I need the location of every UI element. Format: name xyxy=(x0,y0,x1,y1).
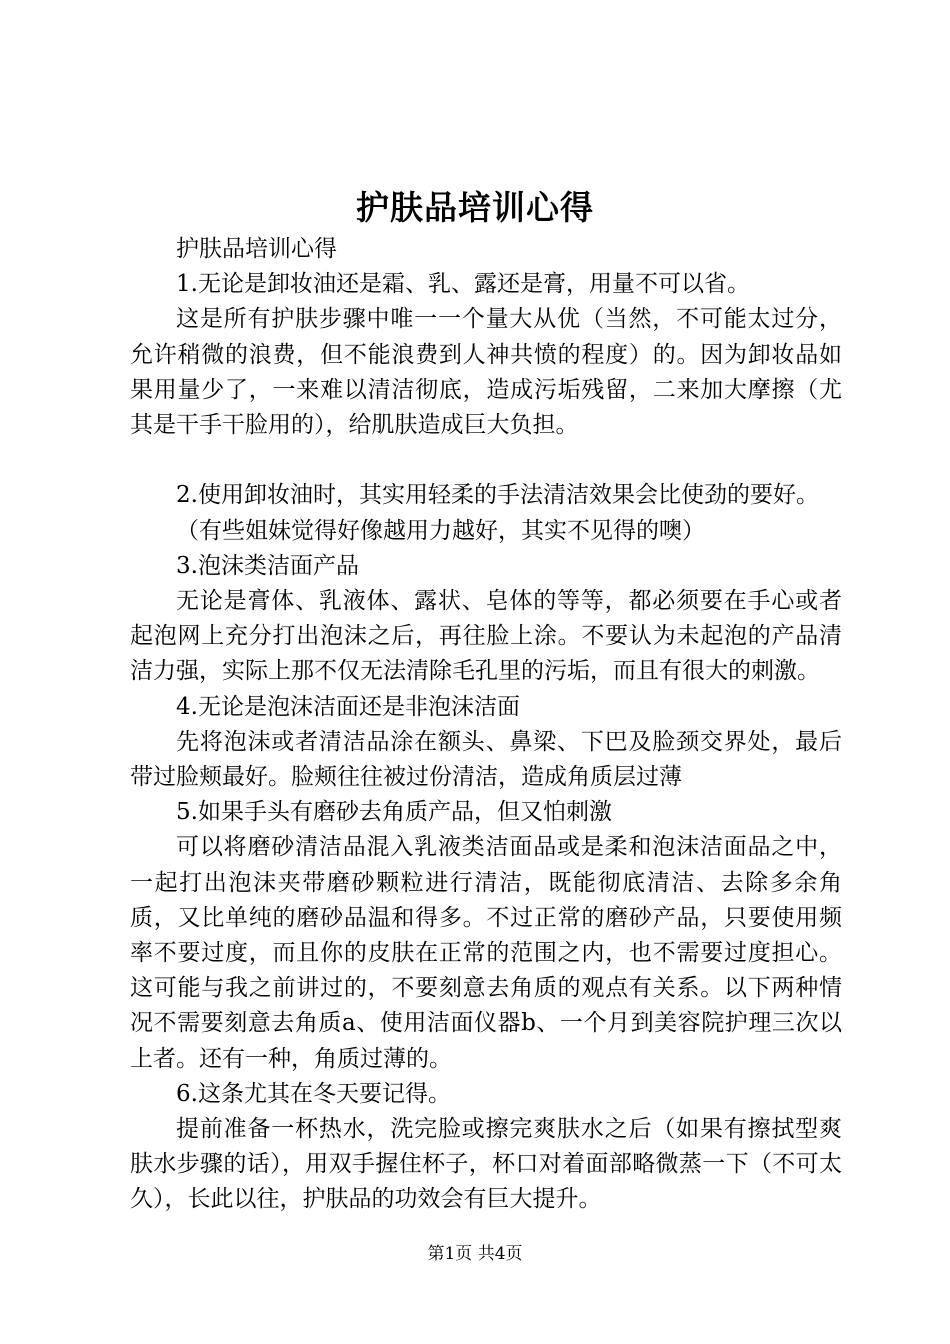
paragraph-item-1-body: 这是所有护肤步骤中唯一一个量大从优（当然，不可能太过分，允许稍微的浪费，但不能浪费到人神共愤的程度）的。因为卸妆品如果用量少了，一来难以清洁彻底，造成污垢残留，二来加大摩擦（尤其是干手干脸用的），给肌肤造成巨大负担。 xyxy=(130,306,842,439)
paragraph-item-3-heading: 3.泡沫类洁面产品 xyxy=(176,552,359,579)
paragraph-item-2-heading: 2.使用卸妆油时，其实用轻柔的手法清洁效果会比使劲的要好。 xyxy=(176,482,819,509)
paragraph-subtitle: 护肤品培训心得 xyxy=(176,236,337,262)
paragraph-item-6-heading: 6.这条尤其在冬天要记得。 xyxy=(176,1080,451,1107)
paragraph-item-5-heading: 5.如果手头有磨砂去角质产品，但又怕刺激 xyxy=(176,799,612,826)
paragraph-item-4-heading: 4.无论是泡沫洁面还是非泡沫洁面 xyxy=(176,693,520,720)
paragraph-item-2-note: （有些姐妹觉得好像越用力越好，其实不见得的噢） xyxy=(176,517,705,544)
paragraph-item-5-body: 可以将磨砂清洁品混入乳液类洁面品或是柔和泡沫洁面品之中，一起打出泡沫夹带磨砂颗粒进行清洁，既能彻底清洁、去除多余角质，又比单纯的磨砂品温和得多。不过正常的磨砂产品，只要使用频率不要过度，而且你的皮肤在正常的范围之内，也不需要过度担心。这可能与我之前讲过的，不要刻意去角质的观点有关系。以下两种情况不需要刻意去角质a、使用洁面仪器b、一个月到美容院护理三次以上者。还有一种，角质过薄的。 xyxy=(130,834,842,1072)
document-title: 护肤品培训心得 xyxy=(356,188,594,227)
paragraph-item-6-body: 提前准备一杯热水，洗完脸或擦完爽肤水之后（如果有擦拭型爽肤水步骤的话），用双手握住杯子，杯口对着面部略微蒸一下（不可太久），长此以往，护肤品的功效会有巨大提升。 xyxy=(130,1116,842,1213)
paragraph-item-1-heading: 1.无论是卸妆油还是霜、乳、露还是膏，用量不可以省。 xyxy=(176,271,750,298)
page-footer: 第1页 共4页 xyxy=(427,1244,523,1264)
document-body xyxy=(130,232,842,1218)
paragraph-item-4-body: 先将泡沫或者清洁品涂在额头、鼻梁、下巴及脸颈交界处，最后带过脸颊最好。脸颊往往被过份清洁，造成角质层过薄 xyxy=(130,728,842,791)
blank-line xyxy=(130,443,842,478)
paragraph-item-3-body: 无论是膏体、乳液体、露状、皂体的等等，都必须要在手心或者起泡网上充分打出泡沫之后，再往脸上涂。不要认为未起泡的产品清洁力强，实际上那不仅无法清除毛孔里的污垢，而且有很大的刺激。 xyxy=(130,588,842,685)
